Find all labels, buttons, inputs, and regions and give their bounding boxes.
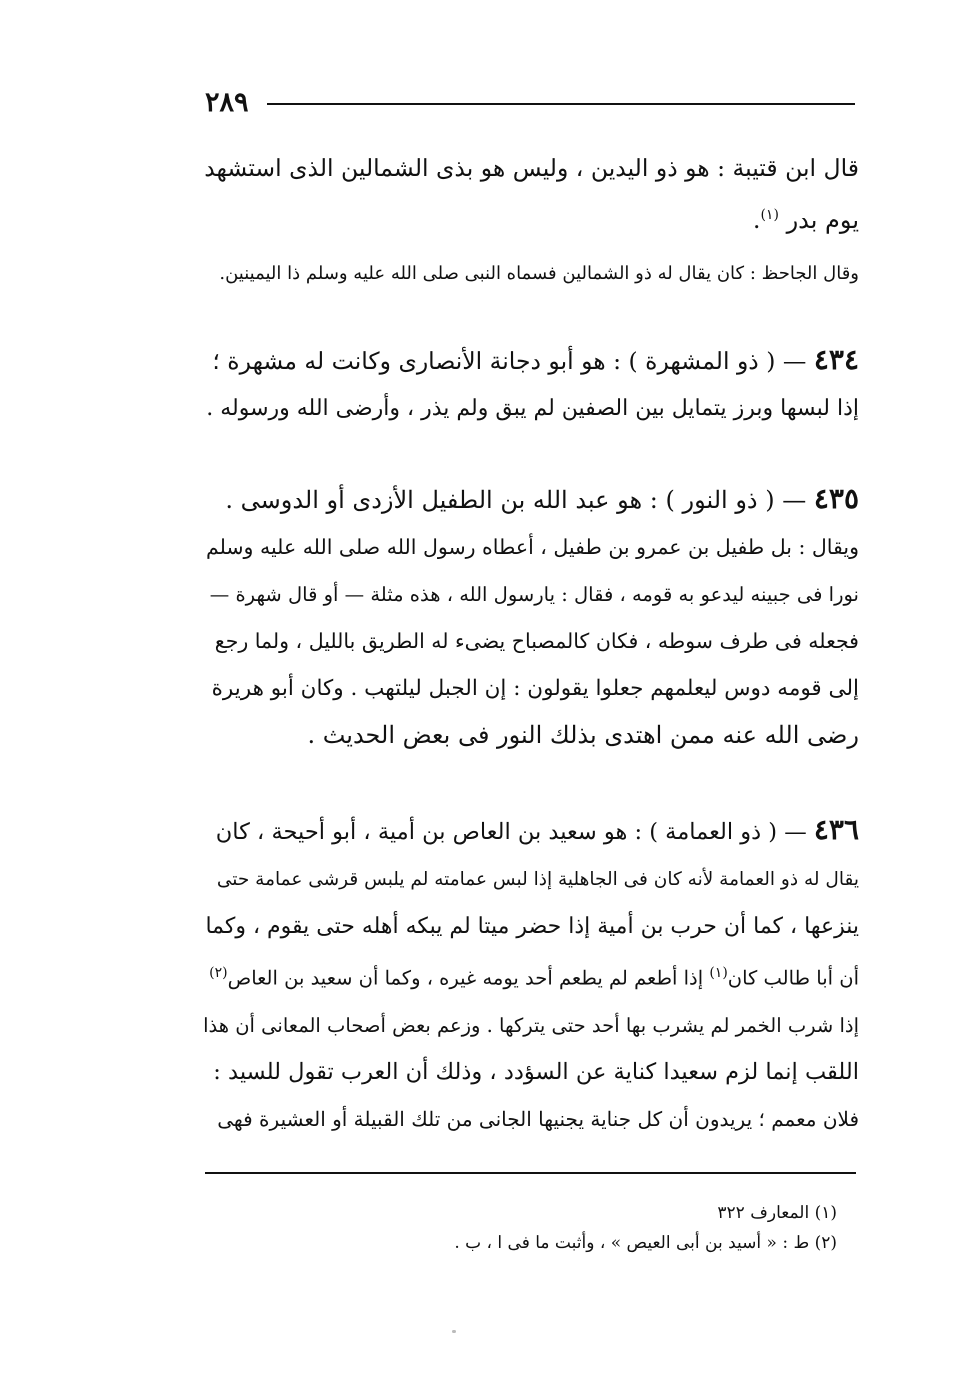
text-line: فجعله فى طرف سوطه ، فكان كالمصباح يضىء له الطريق بالليل ، ولما رجع	[214, 629, 859, 653]
text-span: .	[752, 206, 761, 234]
scan-speck	[452, 1330, 456, 1333]
entry-435	[203, 475, 859, 759]
text-line: إذا شرب الخمر لم يشرب بها أحد حتى يتركها . وزعم بعض أصحاب المعانى أن هذا	[203, 1013, 859, 1037]
footnote-ref: (٢)	[209, 965, 228, 981]
entry-number: ٤٣٥	[813, 482, 859, 515]
entry-436	[203, 806, 859, 1143]
text-line	[203, 192, 859, 244]
entry-number: ٤٣٤	[813, 343, 859, 376]
text-span: — ( ذو المشهرة ) : هو أبو دجانة الأنصارى وكانت له مشهرة ؛	[212, 347, 807, 375]
text-line: يقال له ذو العمامة لأنه كان فى الجاهلية إذا لبس عمامته لم يلبس قرشى عمامة حتى	[216, 869, 859, 890]
footnote-2: (٢) ط : « أسيد بن أبى العيص » ، وأثبت ما فى ا ، ب .	[454, 1233, 837, 1253]
text-line: ينزعها ، كما أن حرب بن أمية إذا حضر ميتا لم يبكه أهله حتى يقوم ، وكما	[205, 914, 859, 939]
text-line: قال ابن قتيبة : هو ذو اليدين ، وليس هو بذى الشمالين الذى استشهد	[204, 154, 859, 182]
footnote-ref: (١)	[709, 965, 728, 981]
page-number: ٢٨٩	[205, 87, 249, 118]
footnote-ref: (١)	[760, 207, 779, 223]
text-line	[203, 806, 859, 856]
text-span: — ( ذو النور ) : هو عبد الله بن الطفيل الأزدى أو الدوسى .	[225, 486, 807, 514]
jahiz-paragraph	[203, 250, 859, 297]
text-line: ويقال : بل طفيل بن عمرو بن طفيل ، أعطاه رسول الله صلى الله عليه وسلم	[205, 535, 859, 559]
page-header	[205, 86, 855, 120]
text-line: اللقب إنما لزم سعيدا كناية عن السؤدد ، وذلك أن العرب تقول للسيد :	[213, 1058, 859, 1085]
footnote-1: (١) المعارف ٣٢٢	[717, 1203, 837, 1223]
text-line: إذا لبسها وبرز يتمايل بين الصفين لم يبق ولم يذر ، وأرضى الله ورسوله .	[206, 396, 859, 421]
text-line	[203, 336, 859, 385]
text-line: فلان معمم ؛ يريدون أن كل جناية يجنيها الجانى من تلك القبيلة أو العشيرة فهى	[217, 1106, 859, 1131]
text-line: إلى قومه دوس ليعلمهم جعلوا يقولون : إن الجبل ليلتهب . وكان أبو هريرة	[211, 676, 859, 701]
text-line: وقال الجاحظ : كان يقال له ذو الشمالين فسماه النبى صلى الله عليه وسلم ذا اليمينين.	[219, 263, 859, 284]
text-line	[203, 950, 859, 1002]
entry-434	[203, 336, 859, 432]
header-rule	[267, 103, 855, 105]
text-span: أن أبا طالب كان	[727, 966, 859, 990]
text-span: إذا أطعم لم يطعم أحد يومه غيره ، وكما أن سعيد بن العاص	[227, 966, 704, 990]
text-line: رضى الله عنه ممن اهتدى بذلك النور فى بعض الحديث .	[307, 721, 859, 749]
text-line	[203, 475, 859, 524]
text-span: — ( ذو العمامة ) : هو سعيد بن العاص بن أمية ، أبو أحيحة ، كان	[215, 819, 807, 845]
text-line: نورا فى جبينه ليدعو به قومه ، فقال : يارسول الله ، هذه مثلة — أو قال شهرة —	[209, 583, 859, 606]
footnote-rule	[205, 1172, 856, 1174]
footnotes	[205, 1198, 837, 1258]
text-span: يوم بدر	[786, 206, 859, 234]
entry-number: ٤٣٦	[813, 813, 859, 846]
intro-paragraph	[203, 145, 859, 244]
